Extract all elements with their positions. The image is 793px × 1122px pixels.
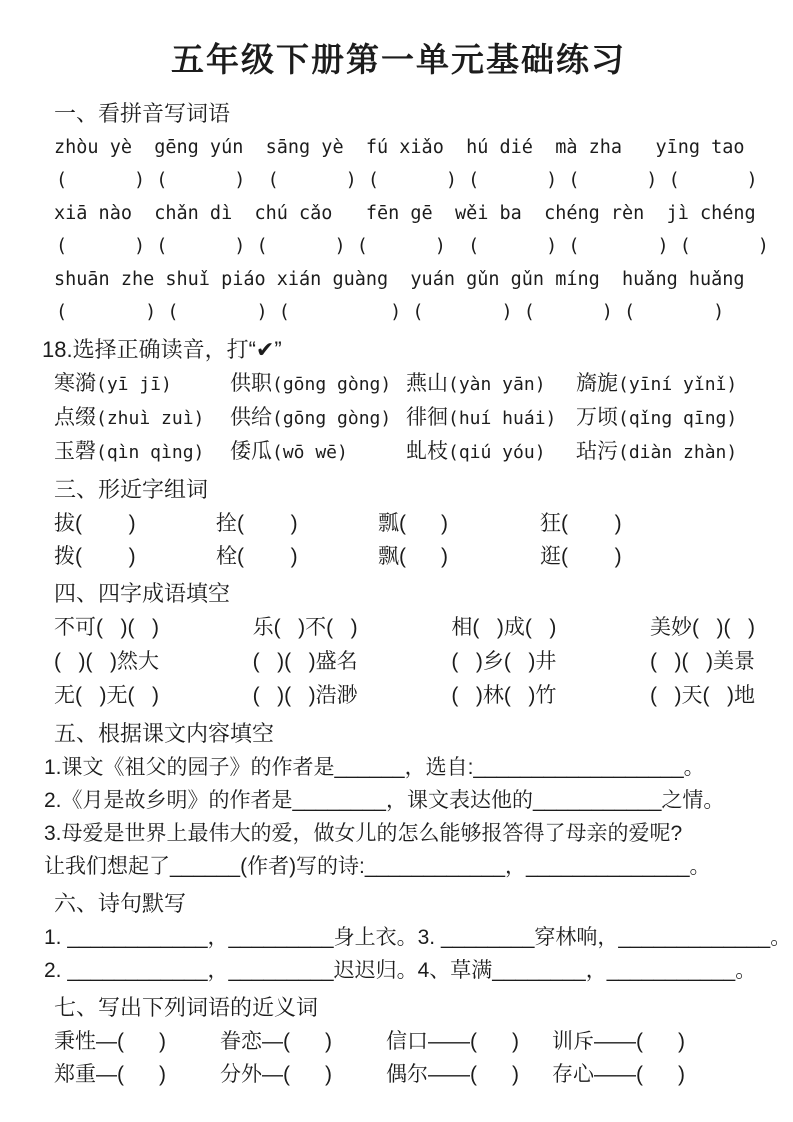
section-5-header: 五、根据课文内容填空 [54,721,275,746]
synonym-blank-item: 眷恋—( ) [220,1030,332,1053]
idiom-blank-item: 乐( )不( ) [252,616,358,639]
char-blank-item: 狂( ) [540,512,622,535]
section-1-header: 一、看拼音写词语 [54,101,231,126]
char-blank-item: 栓( ) [216,545,298,568]
answer-blanks-row-2: ( ) ( ) ( ) ( ) ( ) ( ) ( ) [56,236,769,257]
synonym-blank-item: 训斥——( ) [552,1030,685,1053]
word: 虬枝 [406,440,448,463]
idiom-blank-item: 美妙( )( ) [650,616,755,639]
reading-options: (zhuì zuì) [96,408,205,429]
idiom-blank-item: ( )( )美景 [650,650,755,673]
section-4-header: 四、四字成语填空 [54,581,231,606]
poem-line: 1. ____________，_________身上衣。3. ________穿林响，_____________。 [44,926,792,949]
pronunciation-item [54,367,230,401]
reading-options: (gōng gòng) [272,374,392,395]
reading-options: (gōng gòng) [272,408,392,429]
word: 徘徊 [406,406,448,429]
reading-options: (qǐng qīng) [618,408,738,429]
pronunciation-item [406,401,576,435]
section-7-header: 七、写出下列词语的近义词 [54,995,319,1020]
pronunciation-row [30,435,767,469]
idiom-row [30,679,767,713]
synonym-blank-item: 存心——( ) [552,1063,685,1086]
pronunciation-item [230,401,406,435]
word: 倭瓜 [230,440,272,463]
idiom-blank-item: ( )( )浩渺 [252,684,358,707]
char-blank-item: 飘( ) [378,545,448,568]
word: 供给 [230,406,272,429]
similar-char-row [30,507,767,540]
char-blank-item: 拔( ) [54,512,136,535]
idiom-blank-item: 不可( )( ) [54,616,159,639]
reading-options: (yī jī) [96,374,172,395]
word: 玷污 [576,440,618,463]
word: 旖旎 [576,372,618,395]
pronunciation-item [576,401,737,435]
word: 点缀 [54,406,96,429]
pinyin-line-3: shuān zhe shuǐ piáo xián guàng yuán gǔn gǔn míng huǎng huǎng [54,269,745,290]
idiom-row [30,645,767,679]
word: 燕山 [406,372,448,395]
reading-options: (diàn zhàn) [618,442,738,463]
synonym-blank-item: 偶尔——( ) [386,1063,519,1086]
pronunciation-item [406,367,576,401]
fill-in-line: 让我们想起了______(作者)写的诗:____________，______________。 [44,855,711,878]
section-6-header: 六、诗句默写 [54,891,187,916]
char-blank-item: 瓢( ) [378,512,448,535]
pronunciation-item [576,367,737,401]
char-blank-item: 拨( ) [54,545,136,568]
page-title: 五年级下册第一单元基础练习 [171,41,626,78]
reading-options: (yàn yān) [448,374,546,395]
pronunciation-item [230,435,406,469]
synonym-blank-item: 秉性—( ) [54,1030,166,1053]
pinyin-line-2: xiā nào chǎn dì chú cǎo fēn gē wěi ba chéng rèn jì chéng [54,203,756,224]
pinyin-line-1: zhòu yè gēng yún sāng yè fú xiǎo hú dié mà zha yīng tao [54,137,745,158]
word: 万顷 [576,406,618,429]
idiom-blank-item: ( )( )盛名 [252,650,358,673]
pronunciation-row [30,401,767,435]
section-3-header: 三、形近字组词 [54,477,209,502]
poem-line: 2. ____________，_________迟迟归。4、草满________，___________。 [44,959,757,982]
synonym-row [30,1058,767,1091]
idiom-row [30,611,767,645]
synonym-blank-item: 郑重—( ) [54,1063,166,1086]
idiom-blank-item: ( )乡( )井 [451,650,557,673]
word: 玉磬 [54,440,96,463]
char-blank-item: 逛( ) [540,545,622,568]
idiom-blank-item: ( )天( )地 [650,684,755,707]
answer-blanks-row-3: ( ) ( ) ( ) ( ) ( ) ( ) [56,302,725,323]
word: 供职 [230,372,272,395]
pronunciation-item [54,401,230,435]
reading-options: (yīní yǐnǐ) [618,374,738,395]
pronunciation-item [576,435,737,469]
synonym-blank-item: 分外—( ) [220,1063,332,1086]
synonym-row [30,1025,767,1058]
reading-options: (huí huái) [448,408,557,429]
idiom-blank-item: 相( )成( ) [451,616,557,639]
similar-char-row [30,540,767,573]
fill-in-line: 1.课文《祖父的园子》的作者是______，选自:__________________。 [44,756,705,779]
pronunciation-item [406,435,576,469]
reading-options: (wō wē) [272,442,348,463]
fill-in-line: 2.《月是故乡明》的作者是________，课文表达他的___________之情。 [44,789,725,812]
char-blank-item: 拴( ) [216,512,298,535]
pronunciation-row [30,367,767,401]
synonym-blank-item: 信口——( ) [386,1030,519,1053]
pronunciation-item [54,435,230,469]
reading-options: (qiú yóu) [448,442,546,463]
fill-in-line: 3.母爱是世界上最伟大的爱，做女儿的怎么能够报答得了母亲的爱呢? [44,822,683,845]
section-2-header: 18.选择正确读音，打“✔” [42,337,282,362]
reading-options: (qìn qìng) [96,442,205,463]
idiom-blank-item: ( )林( )竹 [451,684,557,707]
word: 寒漪 [54,372,96,395]
idiom-blank-item: 无( )无( ) [54,684,159,707]
pronunciation-item [230,367,406,401]
answer-blanks-row-1: ( ) ( ) ( ) ( ) ( ) ( ) ( ) [56,170,758,191]
idiom-blank-item: ( )( )然大 [54,650,159,673]
